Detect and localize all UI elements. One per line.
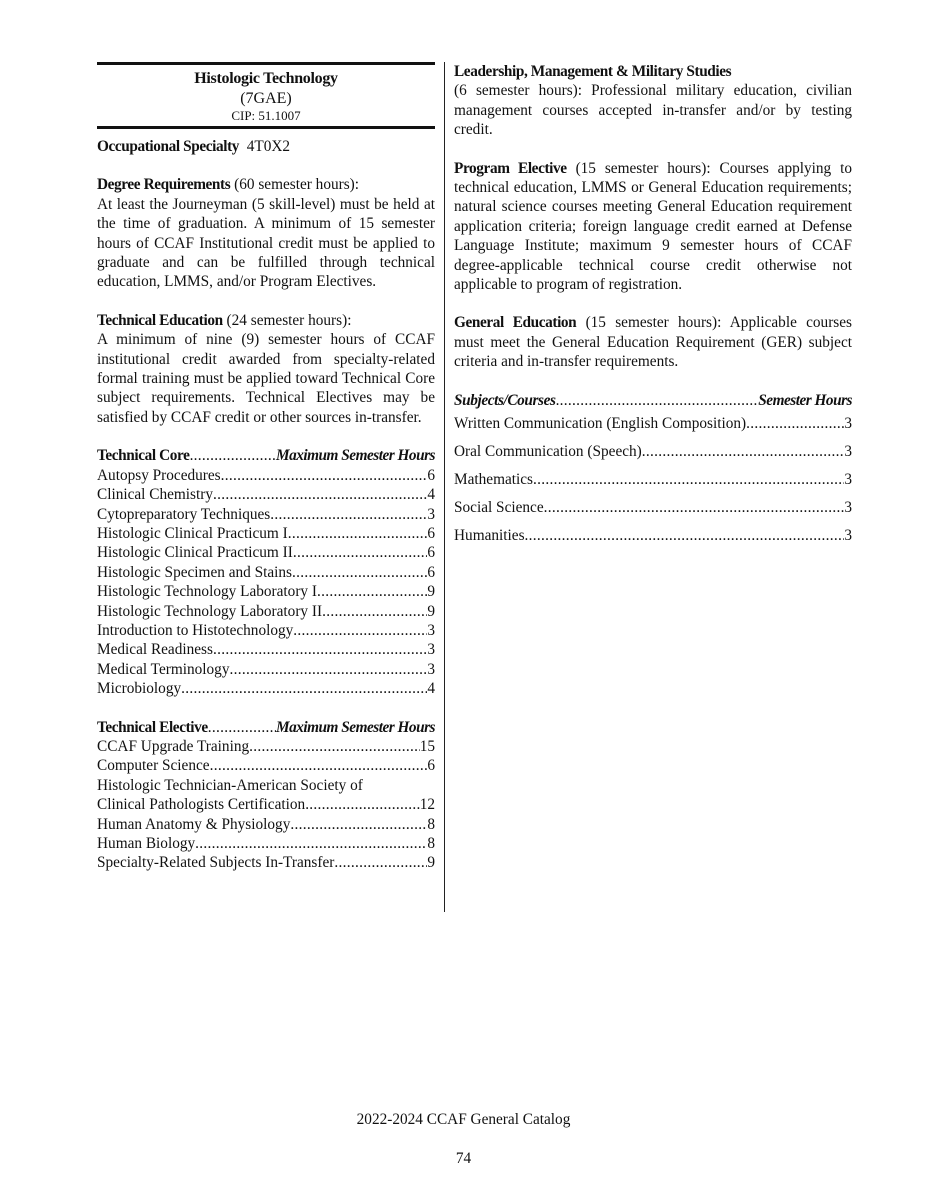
course-row (454, 494, 852, 522)
course-hours: 3 (844, 415, 852, 433)
occupational-specialty (97, 137, 435, 156)
course-row (97, 602, 435, 621)
course-name: Specialty-Related Subjects In-Transfer (97, 854, 335, 872)
lmms-label: Leadership, Management & Military Studies (454, 63, 732, 80)
degree-requirements-heading (97, 175, 435, 194)
course-name: Clinical Chemistry (97, 486, 213, 504)
course-hours: 15 (419, 737, 435, 755)
course-row (97, 776, 435, 795)
course-name: Histologic Technology Laboratory II (97, 602, 323, 620)
course-row (97, 582, 435, 601)
course-hours: 3 (844, 471, 852, 489)
course-hours: 12 (419, 796, 435, 814)
course-row (97, 524, 435, 543)
course-name: Histologic Clinical Practicum II (97, 544, 293, 562)
course-row (97, 621, 435, 640)
course-row (97, 834, 435, 853)
technical-elective-list (97, 737, 435, 873)
general-education-list (454, 410, 852, 550)
course-hours: 9 (427, 854, 435, 872)
general-education-text: (15 semester hours): Applicable courses must meet the General Education Requirement (GER) subject criteria and in-transfer requirements. (454, 314, 852, 371)
course-row (97, 466, 435, 485)
course-hours: 3 (427, 641, 435, 659)
course-name: Clinical Pathologists Certification (97, 796, 306, 814)
course-row (97, 660, 435, 679)
course-hours: 8 (427, 815, 435, 833)
page-number: 74 (455, 1150, 472, 1167)
course-name: Oral Communication (Speech) (454, 443, 642, 461)
course-row (97, 505, 435, 524)
course-row (454, 522, 852, 550)
course-hours: 3 (427, 505, 435, 523)
course-row (454, 410, 852, 438)
degree-requirements-text: At least the Journeyman (5 skill-level) must be held at the time of graduation. A minimum of 15 semester hours of CCAF Institutional credit must be applied to graduate and can be fulfilled through technical education, LMMS, and/or Program Electives. (97, 195, 435, 291)
right-column (454, 62, 852, 550)
course-hours: 3 (427, 621, 435, 639)
course-row (454, 438, 852, 466)
course-row (97, 640, 435, 659)
technical-education-hours: (24 semester hours): (226, 311, 352, 329)
column-divider (444, 62, 445, 912)
course-name: Histologic Specimen and Stains (97, 563, 293, 581)
lmms-text: (6 semester hours): Professional military education, civilian management courses accepted in-transfer and/or by testing credit. (454, 82, 852, 139)
degree-requirements-hours: (60 semester hours): (234, 176, 360, 194)
subjects-courses-label: Subjects/Courses (454, 391, 556, 409)
technical-elective-label: Technical Elective (97, 718, 208, 736)
course-name: Histologic Clinical Practicum I (97, 524, 288, 542)
course-hours: 4 (427, 486, 435, 504)
catalog-footer: 2022-2024 CCAF General Catalog (356, 1111, 571, 1128)
course-name: Written Communication (English Composition) (454, 415, 747, 433)
course-row (97, 679, 435, 698)
general-education-label: General Education (454, 314, 577, 332)
course-name: Humanities (454, 527, 525, 545)
technical-education-heading (97, 311, 435, 330)
occupational-specialty-value: 4T0X2 (246, 138, 291, 155)
course-row (97, 756, 435, 775)
course-hours: 3 (427, 660, 435, 678)
course-name: Mathematics (454, 471, 534, 489)
course-row (97, 737, 435, 756)
course-row (97, 853, 435, 872)
technical-core-label: Technical Core (97, 447, 190, 465)
course-name: Microbiology (97, 680, 182, 698)
course-name: CCAF Upgrade Training (97, 737, 250, 755)
technical-education-label: Technical Education (97, 311, 223, 329)
course-hours: 9 (427, 602, 435, 620)
technical-core-list (97, 466, 435, 699)
course-hours: 8 (427, 835, 435, 852)
course-hours: 6 (427, 524, 435, 542)
course-name: Computer Science (97, 757, 210, 775)
course-row (97, 815, 435, 834)
course-row (97, 485, 435, 504)
course-name: Introduction to Histotechnology (97, 621, 294, 639)
course-name: Medical Terminology (97, 660, 230, 678)
program-elective (454, 159, 852, 295)
technical-elective-header (97, 718, 435, 737)
course-name: Histologic Technology Laboratory I (97, 583, 317, 601)
course-hours: 3 (844, 443, 852, 461)
course-hours: 6 (427, 466, 435, 484)
program-code: (7GAE) (240, 90, 292, 107)
course-name: Autopsy Procedures (97, 466, 221, 484)
general-education (454, 313, 852, 371)
program-title-box (97, 62, 435, 129)
course-name: Human Anatomy & Physiology (97, 815, 291, 833)
technical-core-header (97, 446, 435, 465)
course-name: Human Biology (97, 835, 196, 852)
program-title: Histologic Technology (194, 70, 338, 87)
occupational-specialty-label: Occupational Specialty (97, 138, 240, 155)
course-hours: 3 (844, 527, 852, 545)
course-hours: 4 (427, 680, 435, 698)
course-row (97, 543, 435, 562)
course-name: Medical Readiness (97, 641, 213, 659)
course-hours: 9 (427, 583, 435, 601)
degree-requirements-label: Degree Requirements (97, 176, 231, 194)
course-hours: 6 (427, 544, 435, 562)
course-hours: 6 (427, 563, 435, 581)
course-name: Cytopreparatory Techniques (97, 505, 271, 523)
program-elective-text: (15 semester hours): Courses applying to technical education, LMMS or General Education requirements; natural science courses meeting General Education requirement application criteria; foreign language credit earned at Defense Language Institute; maximum 9 semester hours of CCAF degree-applicable technical course credit otherwise not applicable to program of registration. (454, 159, 853, 294)
program-elective-label: Program Elective (454, 159, 567, 177)
course-row (454, 466, 852, 494)
subjects-header (454, 391, 852, 410)
left-column (97, 62, 435, 873)
cip-code: CIP: 51.1007 (231, 108, 301, 123)
technical-elective-hours-label: Maximum Semester Hours (276, 718, 435, 736)
course-name: Social Science (454, 499, 544, 517)
course-row (97, 795, 435, 814)
course-hours: 3 (844, 499, 852, 517)
technical-core-hours-label: Maximum Semester Hours (276, 447, 435, 465)
course-name: Histologic Technician-American Society of (97, 776, 363, 794)
course-hours: 6 (427, 757, 435, 775)
course-row (97, 563, 435, 582)
technical-education-text: A minimum of nine (9) semester hours of CCAF institutional credit awarded from specialty-related formal training must be applied toward Technical Core subject requirements. Technical Electives may be satisfied by CCAF credit or other sources in-transfer. (97, 331, 435, 426)
semester-hours-label: Semester Hours (758, 391, 852, 409)
